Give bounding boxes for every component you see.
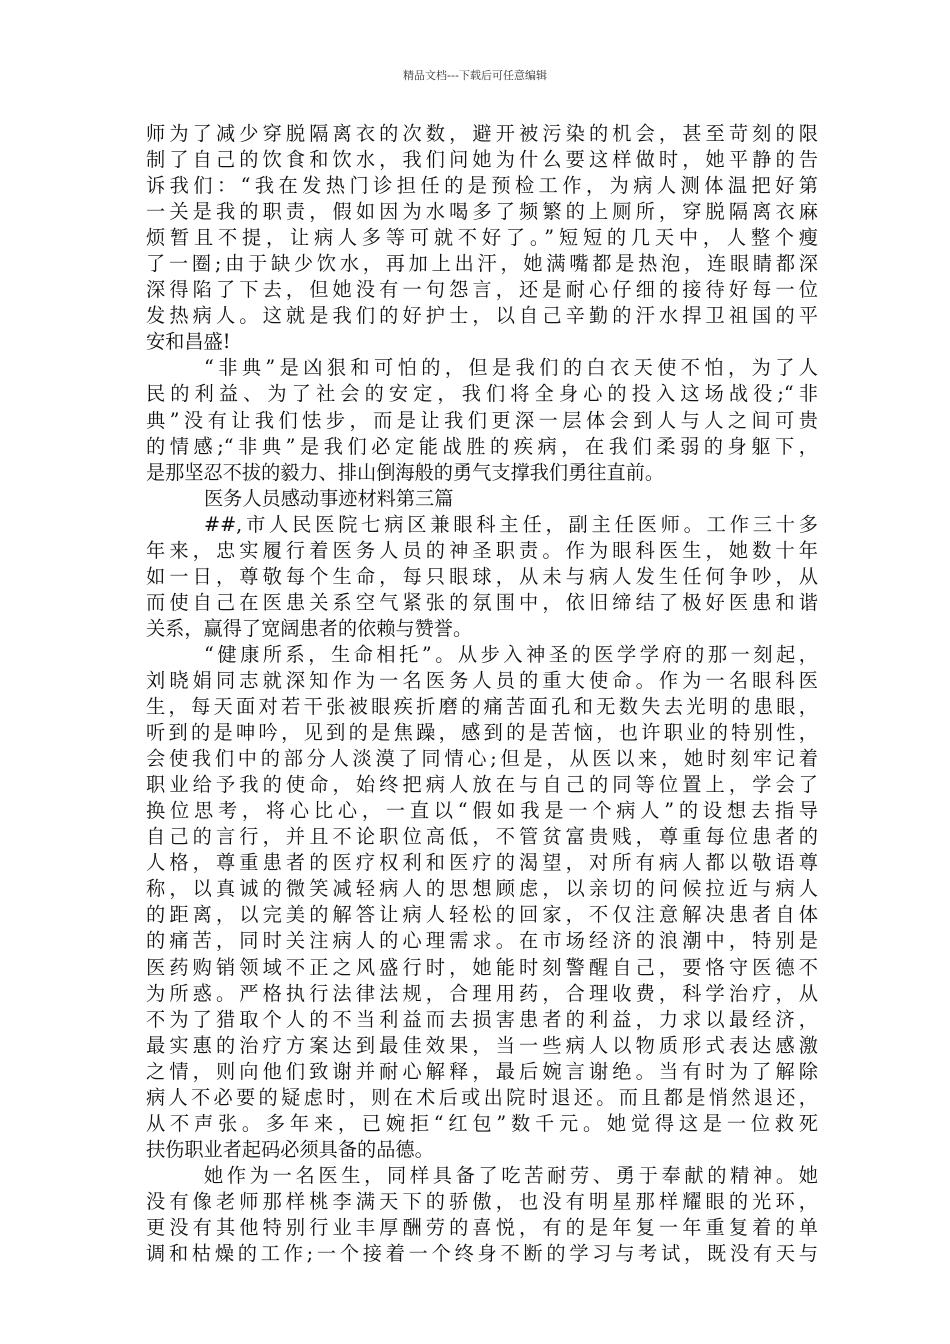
text-line: 制了自己的饮食和饮水，我们问她为什么要这样做时，她平静的告 xyxy=(146,148,818,172)
text-line: 更没有其他特别行业丰厚酬劳的喜悦，有的是年复一年重复着的单 xyxy=(146,1215,818,1239)
text-line: 的距离，以完美的解答让病人轻松的回家，不仅注意解决患者自体 xyxy=(146,903,818,927)
text-line: 的情感;“非典”是我们必定能战胜的疾病，在我们柔弱的身躯下， xyxy=(146,434,818,458)
page-header: 精品文档---下载后可任意编辑 xyxy=(403,69,547,82)
text-line: 最实惠的治疗方案达到最佳效果，当一些病人以物质形式表达感激 xyxy=(146,1033,818,1057)
text-line: “非典”是凶狠和可怕的，但是我们的白衣天使不怕，为了人 xyxy=(204,356,818,380)
text-line: “健康所系，生命相托”。从步入神圣的医学学府的那一刻起， xyxy=(204,642,818,666)
text-line: 她作为一名医生，同样具备了吃苦耐劳、勇于奉献的精神。她 xyxy=(204,1163,818,1187)
text-line: 关系，赢得了宽阔患者的依赖与赞誉。 xyxy=(146,616,473,640)
text-line: 如一日，尊敬每个生命，每只眼球，从未与病人发生任何争吵，从 xyxy=(146,564,818,588)
text-line: 病人不必要的疑虑时，则在术后或出院时退还。而且都是悄然退还， xyxy=(146,1085,818,1109)
text-line: ##,市人民医院七病区兼眼科主任，副主任医师。工作三十多 xyxy=(204,512,818,536)
text-line: 了一圈;由于缺少饮水，再加上出汗，她满嘴都是热泡，连眼睛都深 xyxy=(146,252,818,276)
text-line: 刘晓娟同志就深知作为一名医务人员的重大使命。作为一名眼科医 xyxy=(146,668,818,692)
text-line: 医药购销领域不正之风盛行时，她能时刻警醒自己，要恪守医德不 xyxy=(146,955,818,979)
text-line: 发热病人。这就是我们的好护士，以自己辛勤的汗水捍卫祖国的平 xyxy=(146,304,818,328)
text-line: 年来，忠实履行着医务人员的神圣职责。作为眼科医生，她数十年 xyxy=(146,538,818,562)
text-line: 听到的是呻吟，见到的是焦躁，感到的是苦恼，也许职业的特别性， xyxy=(146,721,818,745)
text-line: 而使自己在医患关系空气紧张的氛围中，依旧缔结了极好医患和谐 xyxy=(146,590,818,614)
text-line: 民的利益、为了社会的安定，我们将全身心的投入这场战役;“非 xyxy=(146,382,818,406)
text-line: 之情，则向他们致谢并耐心解释，最后婉言谢绝。当有时为了解除 xyxy=(146,1059,818,1083)
text-line: 诉我们：“我在发热门诊担任的是预检工作，为病人测体温把好第 xyxy=(146,174,818,198)
text-line: 人格，尊重患者的医疗权利和医疗的渴望，对所有病人都以敬语尊 xyxy=(146,851,818,875)
text-line: 称，以真诚的微笑减轻病人的思想顾虑，以亲切的问候拉近与病人 xyxy=(146,877,818,901)
text-line: 换位思考，将心比心，一直以“假如我是一个病人”的设想去指导 xyxy=(146,799,818,823)
text-line: 的痛苦，同时关注病人的心理需求。在市场经济的浪潮中，特别是 xyxy=(146,929,818,953)
text-line: 从不声张。多年来，已婉拒“红包”数千元。她觉得这是一位救死 xyxy=(146,1111,818,1135)
text-line: 职业给予我的使命，始终把病人放在与自己的同等位置上，学会了 xyxy=(146,773,818,797)
text-line: 烦暂且不提，让病人多等可就不好了。”短短的几天中，人整个瘦 xyxy=(146,226,818,250)
text-line: 会使我们中的部分人淡漠了同情心;但是，从医以来，她时刻牢记着 xyxy=(146,747,818,771)
text-line: 扶伤职业者起码必须具备的品德。 xyxy=(146,1137,434,1161)
document-body xyxy=(146,121,818,1267)
text-line: 为所惑。严格执行法律法规，合理用药，合理收费，科学治疗，从 xyxy=(146,981,818,1005)
text-line: 安和昌盛! xyxy=(146,330,231,354)
text-line: 调和枯燥的工作;一个接着一个终身不断的学习与考试，既没有天与 xyxy=(146,1242,818,1266)
text-line: 典”没有让我们怯步，而是让我们更深一层体会到人与人之间可贵 xyxy=(146,408,818,432)
text-line: 师为了减少穿脱隔离衣的次数，避开被污染的机会，甚至苛刻的限 xyxy=(146,122,818,145)
text-line: 一关是我的职责，假如因为水喝多了频繁的上厕所，穿脱隔离衣麻 xyxy=(146,200,818,224)
text-line: 生，每天面对若干张被眼疾折磨的痛苦面孔和无数失去光明的患眼， xyxy=(146,695,818,719)
text-line: 医务人员感动事迹材料第三篇 xyxy=(204,486,454,510)
text-line: 深得陷了下去，但她没有一句怨言，还是耐心仔细的接待好每一位 xyxy=(146,278,818,302)
text-line: 不为了猎取个人的不当利益而去损害患者的利益，力求以最经济， xyxy=(146,1007,818,1031)
text-line: 是那坚忍不拔的毅力、排山倒海般的勇气支撑我们勇往直前。 xyxy=(146,460,665,484)
text-line: 没有像老师那样桃李满天下的骄傲，也没有明星那样耀眼的光环， xyxy=(146,1189,818,1213)
text-line: 自己的言行，并且不论职位高低，不管贫富贵贱，尊重每位患者的 xyxy=(146,825,818,849)
